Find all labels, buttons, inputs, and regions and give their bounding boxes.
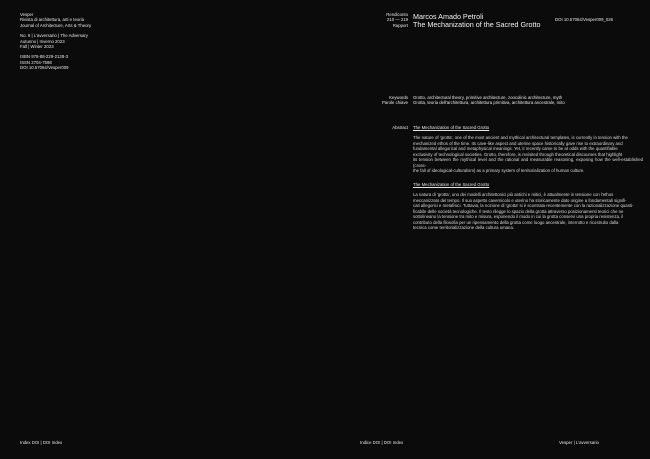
journal-subtitle-en: Journal of Architecture, Arts & Theory — [20, 22, 92, 28]
section-info — [360, 12, 408, 28]
article-header — [413, 13, 563, 29]
abstract-en-line: the fall of ideological-culturalism) as a primary system of territorialization of human culture. — [413, 168, 585, 174]
issue-season-it: Autunno | Inverno 2023 — [20, 38, 65, 44]
abstract-it-line: meccanizzato del tempo. Il suo aspetto cavernicolo e uterino ha storicamente dato origine a fondamentali signifi- — [413, 197, 627, 203]
section-label-alt: Rapport — [392, 22, 408, 28]
issue-season-en: Fall | Winter 2023 — [20, 44, 54, 50]
issn: ISSN 2704-7598 — [20, 59, 52, 65]
abstract-it-line: contributo della filosofia per un ripensamento della grotta come luogo ancestrale, interrotto e ricostruito dalla — [413, 219, 619, 225]
journal-subtitle-it: Rivista di architettura, arti e teoria — [20, 17, 85, 23]
abstract-en-line: exclusivity of technological societies. Grotto, therefore, is revisited through theoretical discourses that highlight — [413, 151, 623, 157]
issue-number: No. 9 | L'avversario | The Adversary — [20, 33, 88, 39]
abstract-it-line: cati allegorici e metafisici. Tuttavia, la nozione di 'grotta' si è scontrata recentemente con la razionalizzazione quanti- — [413, 203, 634, 209]
footer-right-text: Vesper | L'avversario — [559, 440, 599, 445]
abstract-it-body — [413, 192, 643, 231]
abstract-en-line: fundamental allegorical and metaphysical meanings. Yet, it recently came to be at odds with the quantifiable — [413, 146, 618, 152]
journal-doi: DOI 10.57064/Vesper009 — [20, 65, 69, 71]
abstract-it-heading: The Mechanization of the Sacred Grotto — [413, 182, 490, 187]
abstract-en — [413, 125, 643, 174]
abstract-it — [413, 182, 643, 231]
footer-center-link[interactable]: Indice DOI | DOI Index — [360, 440, 404, 445]
abstract-it-line: sottolineano la tensione tra mito e misura, esponendo il modo in cui la grotta conservi una propria resistenza, il — [413, 214, 624, 220]
author-name: Marcos Amado Petroli — [413, 12, 484, 21]
abstract-label: Abstract — [392, 125, 408, 130]
abstract-it-line: La natura di 'grotta', uno dei modelli architettonici più antichi e mitici, è attualmente in tensione con l'ethos — [413, 192, 614, 198]
article-title: The Mechanization of the Sacred Grotto — [413, 20, 541, 30]
abstract-en-line: mechanized ethos of the time. Its cave-like aspect and uterine space historically gave rise to extraordinary and — [413, 140, 623, 146]
abstract-it-line: tecnica come territorializzazione della cultura umana. — [413, 225, 515, 231]
keywords-en: Grotto, architectural theory, primitive architecture, zoocolinic architecture, myth — [413, 95, 563, 100]
keywords-label: Keywords — [389, 95, 408, 100]
abstract-en-body — [413, 135, 643, 174]
keywords-values — [413, 95, 643, 106]
article-doi[interactable]: DOI 10.57064/Vesper009_026 — [555, 17, 614, 22]
keywords-it: Grotta, teoria dell'architettura, architettura primitiva, architettura ancestrale, mito — [413, 100, 565, 106]
keywords-labels — [360, 95, 408, 106]
abstract-en-line: its tension between the mythical level and the rational and measurable reasoning, exposing how the well-established (cross- — [413, 157, 643, 168]
footer-left-link[interactable]: Index DOI | DOI Index — [20, 440, 63, 445]
page-range: 210 — 219 — [386, 17, 408, 23]
abstract-it-line: ficabile delle società tecnologiche. Il testo rilegge lo spazio della grotta attraverso posizionamenti teorici che ne — [413, 208, 624, 214]
abstract-en-line: The nature of 'grotta', one of the most ancient and mythical architectural templates, is currently in tension with the — [413, 135, 628, 141]
journal-name: Vesper — [20, 12, 34, 17]
abstract-en-heading: The Mechanization of the Sacred Grotto — [413, 125, 490, 130]
section-label: Rendiconto — [386, 12, 408, 17]
isbn: ISBN 978-88-229-2128-3 — [20, 54, 69, 60]
parole-chiave-label: Parole chiave — [381, 100, 408, 106]
journal-info — [20, 12, 170, 71]
